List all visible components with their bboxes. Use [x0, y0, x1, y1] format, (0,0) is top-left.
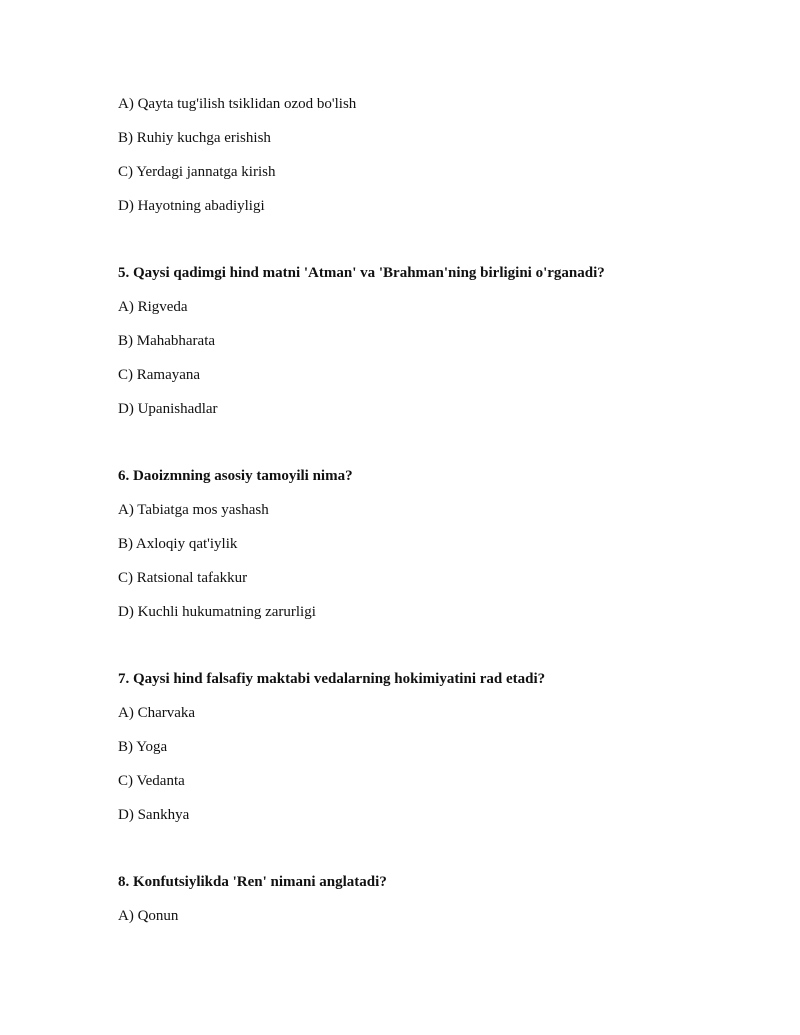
question-8: 8. Konfutsiylikda 'Ren' nimani anglatadi?: [118, 874, 387, 890]
question-6: 6. Daoizmning asosiy tamoyili nima?: [118, 468, 353, 484]
question-6-option-c: C) Ratsional tafakkur: [118, 570, 248, 586]
question-5-option-c: C) Ramayana: [118, 367, 201, 383]
option-b: B) Ruhiy kuchga erishish: [118, 130, 271, 146]
question-7-option-a: A) Charvaka: [118, 705, 196, 721]
question-5: 5. Qaysi qadimgi hind matni 'Atman' va 'Brahman'ning birligini o'rganadi?: [118, 265, 605, 281]
question-6-option-d: D) Kuchli hukumatning zarurligi: [118, 604, 316, 620]
option-a: A) Qayta tug'ilish tsiklidan ozod bo'lish: [118, 96, 357, 112]
question-7-option-c: C) Vedanta: [118, 773, 185, 789]
option-d: D) Hayotning abadiyligi: [118, 198, 265, 214]
question-7: 7. Qaysi hind falsafiy maktabi vedalarning hokimiyatini rad etadi?: [118, 671, 546, 687]
question-6-option-a: A) Tabiatga mos yashash: [118, 502, 269, 518]
option-c: C) Yerdagi jannatga kirish: [118, 164, 276, 180]
question-5-option-b: B) Mahabharata: [118, 333, 216, 349]
question-6-option-b: B) Axloqiy qat'iylik: [118, 536, 238, 552]
question-8-option-a: A) Qonun: [118, 908, 179, 924]
question-5-option-a: A) Rigveda: [118, 299, 188, 315]
question-5-option-d: D) Upanishadlar: [118, 401, 218, 417]
question-7-option-b: B) Yoga: [118, 739, 168, 755]
question-7-option-d: D) Sankhya: [118, 807, 190, 823]
